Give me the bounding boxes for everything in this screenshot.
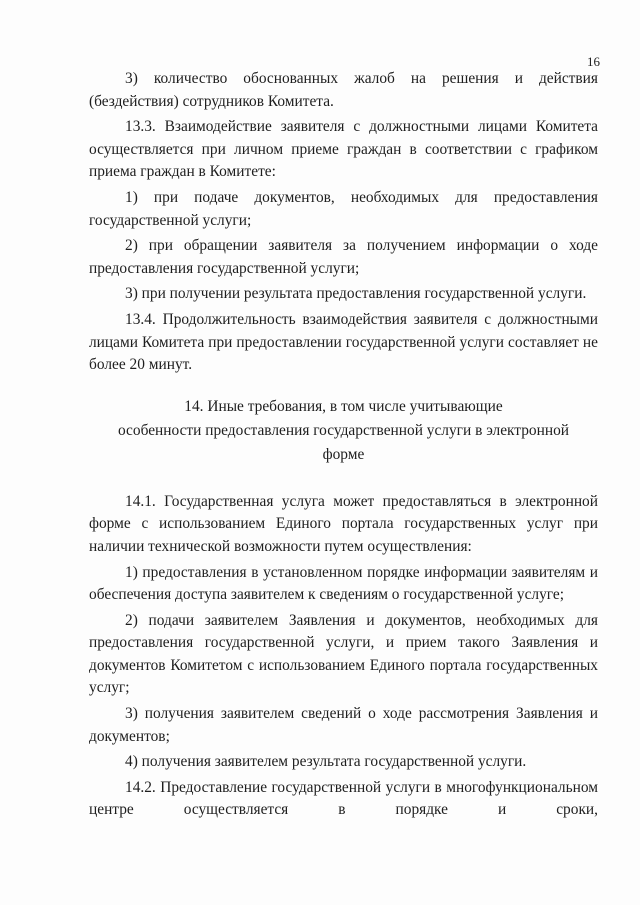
document-body: [89, 68, 598, 822]
list-item-14-1-2: 2) подачи заявителем Заявления и документов, необходимых для предоставления государственной услуги, и прием такого Заявления и документов Комитетом с использованием Единого портала государственных услуг;: [89, 611, 598, 697]
list-item-13-3-2: 2) при обращении заявителя за получением информации о ходе предоставления государственной услуги;: [89, 237, 598, 277]
list-item-14-1-1: 1) предоставления в установленном порядке информации заявителям и обеспечения доступа заявителем к сведениям о государственной услуге;: [89, 563, 598, 604]
page-number: 16: [587, 54, 600, 69]
paragraph-complaints: 3) количество обоснованных жалоб на решения и действия (бездействия) сотрудников Комитета.: [89, 70, 598, 110]
list-item-13-3-3: 3) при получении результата предоставления государственной услуги.: [125, 285, 587, 303]
list-item-14-1-4: 4) получения заявителем результата государственной услуги.: [125, 753, 527, 771]
paragraph-14-1: 14.1. Государственная услуга может предоставляться в электронной форме с использованием Единого портала государственных услуг при наличии технической возможности путем осуществления:: [89, 492, 598, 555]
section-heading-line-2: особенности предоставления государственной услуги в электронной: [117, 421, 570, 439]
paragraph-14-2: 14.2. Предоставление государственной услуги в многофункциональном центре осуществляется в порядке и сроки,: [89, 778, 598, 819]
list-item-14-1-3: 3) получения заявителем сведений о ходе рассмотрения Заявления и документов;: [89, 705, 598, 745]
paragraph-13-4: 13.4. Продолжительность взаимодействия заявителя с должностными лицами Комитета при предоставлении государственной услуги составляет не более 20 минут.: [89, 310, 598, 374]
section-heading-line-3: форме: [322, 445, 365, 463]
list-item-13-3-1: 1) при подаче документов, необходимых для предоставления государственной услуги;: [89, 188, 598, 229]
section-heading-14: [89, 395, 598, 467]
section-heading-line-1: 14. Иные требования, в том числе учитывающие: [184, 397, 503, 415]
paragraph-13-3: 13.3. Взаимодействие заявителя с должностными лицами Комитета осуществляется при личном приеме граждан в соответствии с графиком приема граждан в Комитете:: [89, 118, 598, 181]
